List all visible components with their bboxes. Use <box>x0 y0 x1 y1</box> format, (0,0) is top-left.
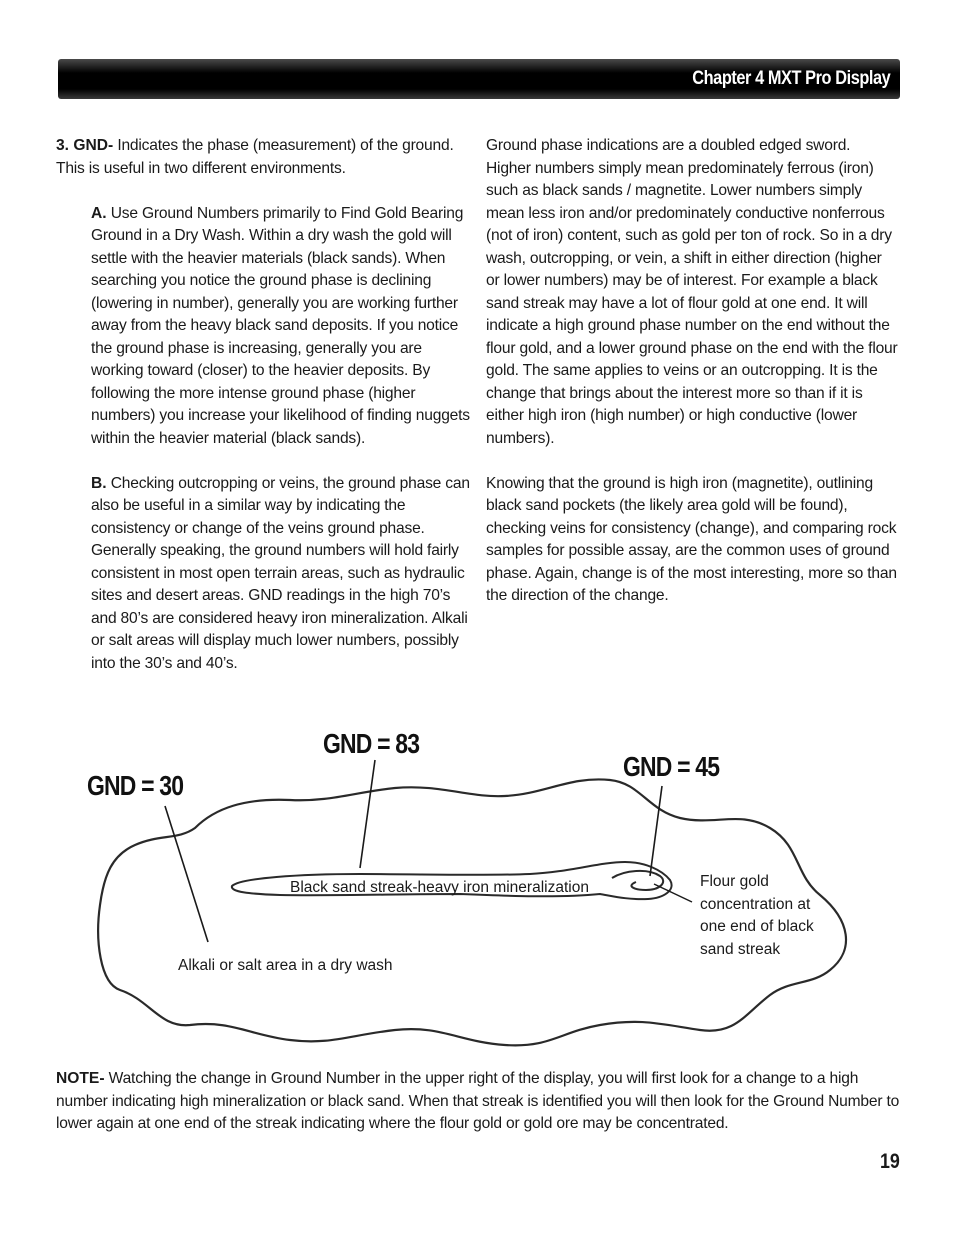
flour-label-line-3: one end of black <box>700 918 814 935</box>
gnd-45-label: GND = 45 <box>623 751 720 782</box>
right-paragraph-1: Ground phase indications are a doubled edged sword. Higher numbers simply mean predominately ferrous (iron) such as black sands / magnetite. Lower numbers simply mean less iron and/or predominately conductive nonferrous (not of iron) content, such as gold per ton of rock. So in a dry wash, outcropping, or vein, a shift in either direction (higher or lower numbers) may be of interest. For example a black sand streak may have a lot of flour gold at one end. It will indicate a high ground phase number on the end without the flour gold, and a lower ground phase on the end with the flour gold. The same applies to veins or an outcropping. It is the change that brings about the interest more so than if it is either high iron (high number) or high conductive (lower numbers). <box>486 137 898 447</box>
streak-label: Black sand streak-heavy iron mineralization <box>290 879 589 896</box>
alkali-label: Alkali or salt area in a dry wash <box>178 957 393 974</box>
gnd-30-label: GND = 30 <box>87 770 184 801</box>
section-b-lead: B. <box>91 474 107 492</box>
flour-label-line-1: Flour gold <box>700 873 769 890</box>
flour-gold-pointer <box>654 884 692 902</box>
flour-gold-curl <box>612 871 663 890</box>
note-paragraph <box>56 1068 901 1136</box>
page-number: 19 <box>880 1150 900 1173</box>
right-paragraph-2: Knowing that the ground is high iron (magnetite), outlining black sand pockets (the likely area gold will be found), checking veins for consistency (change), and comparing rock samples for possible assay, are the common uses of ground phase. Again, change is of the most interesting, more so than the direction of the change. <box>486 474 897 604</box>
gnd-intro-lead: 3. GND- <box>56 137 114 154</box>
section-a-lead: A. <box>91 204 107 222</box>
section-a-paragraph <box>91 203 471 451</box>
note-text: Watching the change in Ground Number in the upper right of the display, you will first look for a change to a high number indicating high mineralization or black sand. When that streak is identified you will then look for the Ground Number to lower again at one end of the streak indicating where the flour gold or gold ore may be concentrated. <box>56 1070 900 1132</box>
gnd-intro-text: Indicates the phase (measurement) of the ground. This is useful in two different environments. <box>56 137 454 177</box>
section-a-text: Use Ground Numbers primarily to Find Gold Bearing Ground in a Dry Wash. Within a dry wash the gold will settle with the heavier materials (black sands). When searching you notice the ground phase is declining (lowering in number), generally you are working further away from the heavy black sand deposits. If you notice the ground phase is increasing, generally you are working toward (closer) to the heavier deposits. By following the more intense ground phase (higher numbers) you increase your likelihood of finding nuggets within the heavier material (black sands). <box>91 204 470 447</box>
gnd-83-pointer <box>360 760 375 868</box>
gnd-83-label: GND = 83 <box>323 728 420 759</box>
note-lead: NOTE- <box>56 1070 105 1087</box>
gnd-intro-paragraph <box>56 135 471 180</box>
chapter-header-bar <box>58 59 900 99</box>
dry-wash-diagram <box>0 700 954 1070</box>
section-b-paragraph <box>91 473 471 676</box>
flour-label-line-2: concentration at <box>700 895 811 913</box>
section-b-text: Checking outcropping or veins, the ground phase can also be useful in a similar way by indicating the consistency or change of the veins ground phase. Generally speaking, the ground numbers will hold fairly consistent in most open terrain areas, such as hydraulic sites and desert areas. GND readings in the high 70’s and 80’s are considered heavy iron mineralization. Alkali or salt areas will display much lower numbers, possibly into the 30’s and 40’s. <box>91 474 470 672</box>
flour-gold-label <box>700 871 814 961</box>
chapter-title: Chapter 4 MXT Pro Display <box>691 68 890 89</box>
right-column <box>486 135 898 608</box>
left-column <box>56 135 471 675</box>
gnd-30-pointer <box>165 806 208 942</box>
gnd-45-pointer <box>650 786 662 876</box>
flour-label-line-4: sand streak <box>700 940 781 958</box>
